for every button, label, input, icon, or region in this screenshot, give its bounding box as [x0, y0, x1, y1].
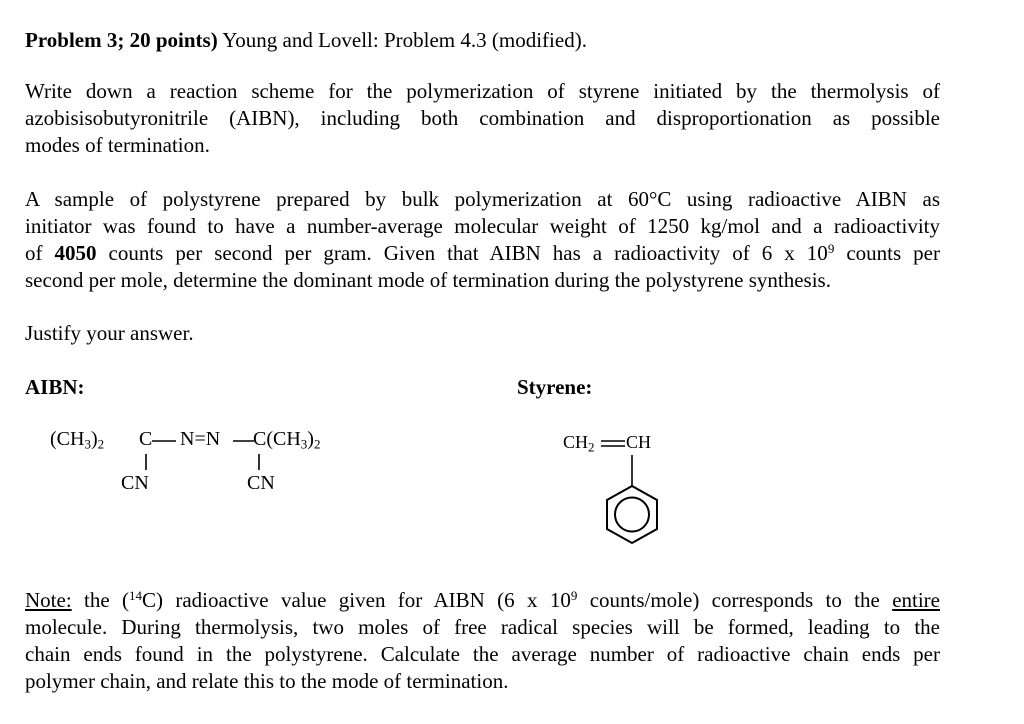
- problem-source: Young and Lovell: Problem 4.3 (modified).: [222, 28, 587, 52]
- aibn-right-cn: CN: [247, 472, 275, 494]
- text-line: chain ends found in the polystyrene. Calculate the average number of radioactive chain ends per: [25, 642, 940, 666]
- aibn-left-cn: CN: [121, 472, 149, 494]
- aibn-label: AIBN:: [25, 375, 85, 399]
- text-line: A sample of polystyrene prepared by bulk polymerization at 60°C using radioactive AIBN as: [25, 187, 940, 211]
- styrene-label: Styrene:: [517, 375, 593, 399]
- text-line: Note: the ($^{14}$C) radioactive value given for AIBN (6 x $10^9$ counts/mole) corresponds to the entire: [25, 587, 940, 612]
- styrene-ch2: $CH_2$: [563, 432, 595, 455]
- text-line: polymer chain, and relate this to the mode of termination.: [25, 669, 509, 693]
- text-line: second per mole, determine the dominant mode of termination during the polystyrene synthesis.: [25, 268, 831, 292]
- note-label: Note:: [25, 588, 72, 612]
- justify-instruction: Justify your answer.: [25, 321, 194, 345]
- aibn-azo-group: N=N: [180, 428, 221, 450]
- text-line: Write down a reaction scheme for the polymerization of styrene initiated by the thermolysis of: [25, 79, 940, 103]
- aibn-right-group: $C(CH_3)_2$: [253, 428, 321, 452]
- text-line: azobisisobutyronitrile (AIBN), including both combination and disproportionation as possible: [25, 106, 940, 130]
- problem-number: Problem 3; 20 points): [25, 28, 218, 52]
- text-line: molecule. During thermolysis, two moles of free radical species will be formed, leading to the: [25, 615, 940, 639]
- radioactivity-value: 4050: [54, 241, 97, 265]
- aibn-left-carbon: C: [139, 428, 153, 450]
- text-line: initiator was found to have a number-average molecular weight of 1250 kg/mol and a radioactivity: [25, 214, 940, 238]
- text-line: of 4050 counts per second per gram. Given that AIBN has a radioactivity of 6 x $10^9$ counts per: [25, 240, 940, 265]
- aibn-left-group: $(CH_3)_2$: [50, 428, 105, 452]
- note-paragraph: [25, 587, 940, 695]
- styrene-ch: CH: [626, 432, 652, 452]
- text-line: modes of termination.: [25, 133, 210, 157]
- benzene-aromatic-circle: [615, 498, 649, 532]
